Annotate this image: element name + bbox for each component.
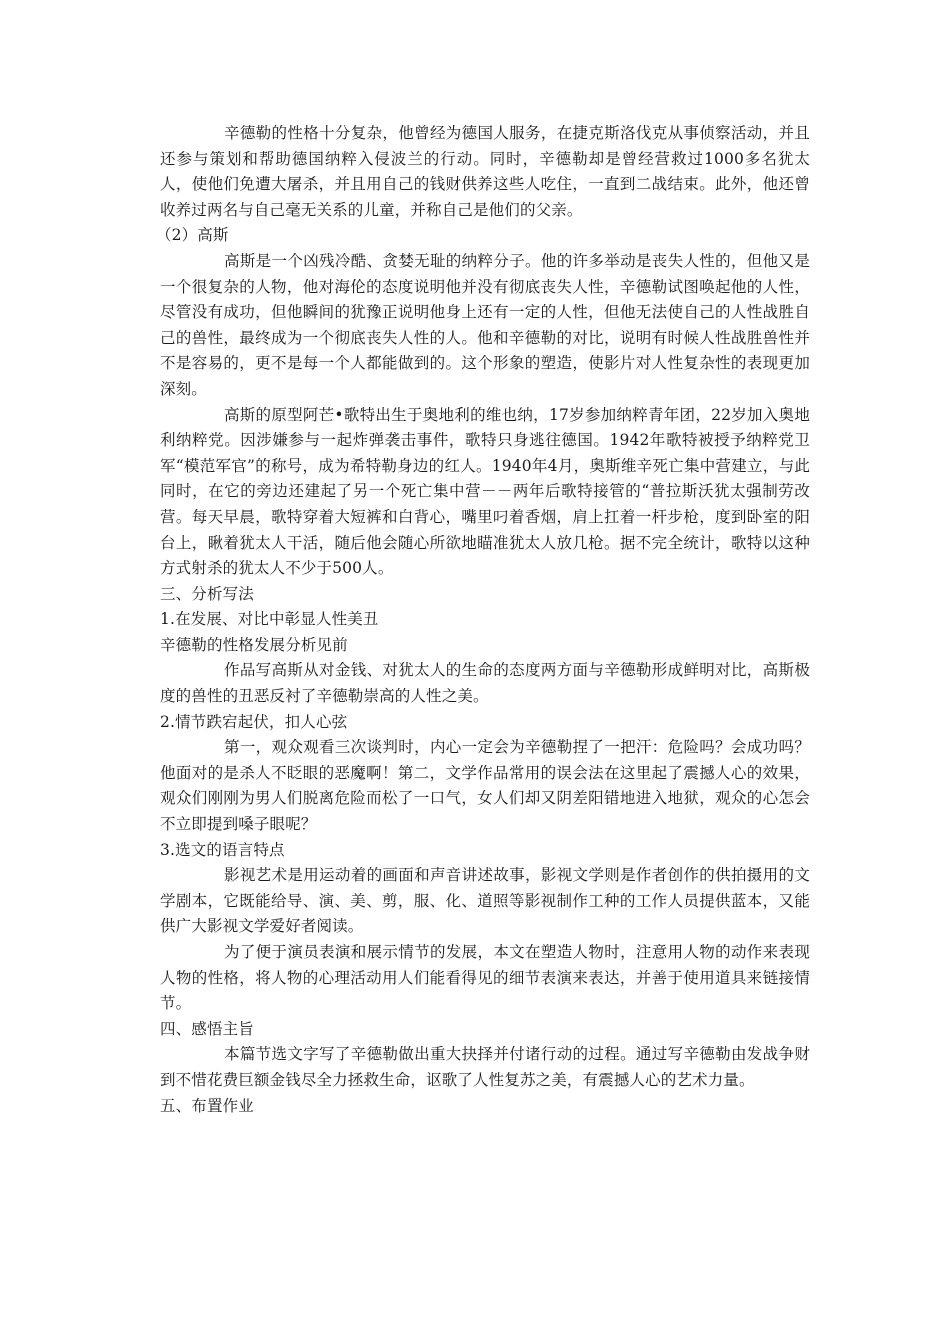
line-schindler-development: 辛德勒的性格发展分析见前 <box>160 635 348 654</box>
section-heading-theme: 四、感悟主旨 <box>160 1019 254 1038</box>
section-heading-homework: 五、布置作业 <box>160 1096 254 1115</box>
paragraph-contrast: 作品写高斯从对金钱、对犹太人的生命的态度两方面与辛德勒形成鲜明对比，高斯极度的兽性的丑恶反衬了辛德勒崇高的人性之美。 <box>160 661 810 706</box>
heading-language: 3.选文的语言特点 <box>160 840 285 859</box>
paragraph-plot: 第一，观众观看三次谈判时，内心一定会为辛德勒捏了一把汗：危险吗？会成功吗？他面对的是杀人不眨眼的恶魔啊！第二，文学作品常用的误会法在这里起了震撼人心的效果，观众们刚刚为男人们脱离危险而松了一口气，女人们却又阴差阳错地进入地狱，观众的心怎会不立即提到嗓子眼呢？ <box>160 738 810 834</box>
paragraph-goeth-prototype: 高斯的原型阿芒•歌特出生于奥地利的维也纳，17岁参加纳粹青年团，22岁加入奥地利纳粹党。因涉嫌参与一起炸弹袭击事件，歌特只身逃往德国。1942年歌特被授予纳粹党卫军“模范军官”的称号，成为希特勒身边的红人。1940年4月，奥斯维辛死亡集中营建立，与此同时，在它的旁边还建起了另一个死亡集中营－－两年后歌特接管的“普拉斯沃犹太强制劳改营。每天早晨，歌特穿着大短裤和白背心，嘴里叼着香烟，肩上扛着一杆步枪，度到卧室的阳台上，瞅着犹太人干活，随后他会随心所欲地瞄准犹太人放几枪。据不完全统计，歌特以这种方式射杀的犹太人不少于500人。 <box>160 405 810 578</box>
section-heading-analysis: 三、分析写法 <box>160 584 254 603</box>
heading-plot: 2.情节跌宕起伏，扣人心弦 <box>160 712 348 731</box>
document-page <box>156 121 810 1119</box>
paragraph-acting: 为了便于演员表演和展示情节的发展，本文在塑造人物时，注意用人物的动作来表现人物的性格，将人物的心理活动用人们能看得见的细节表演来表达，并善于使用道具来链接情节。 <box>160 943 810 1013</box>
subheading-goeth: （2）高斯 <box>156 226 229 245</box>
paragraph-theme: 本篇节选文字写了辛德勒做出重大抉择并付诸行动的过程。通过写辛德勒由发战争财到不惜花费巨额金钱尽全力拯救生命，讴歌了人性复苏之美，有震撼人心的艺术力量。 <box>160 1045 810 1089</box>
paragraph-schindler-character: 辛德勒的性格十分复杂，他曾经为德国人服务，在捷克斯洛伐克从事侦察活动，并且还参与策划和帮助德国纳粹入侵波兰的行动。同时，辛德勒却是曾经营救过1000多名犹太人，使他们免遭大屠杀，并且用自己的钱财供养这些人吃住，一直到二战结束。此外，他还曾收养过两名与自己毫无关系的儿童，并称自己是他们的父亲。 <box>160 124 810 219</box>
paragraph-film-art: 影视艺术是用运动着的画面和声音讲述故事，影视文学则是作者创作的供拍摄用的文学剧本，它既能给导、演、美、剪，服、化、道照等影视制作工种的工作人员提供蓝本，又能供广大影视文学爱好者阅读。 <box>160 866 810 936</box>
paragraph-goeth-character: 高斯是一个凶残冷酷、贪婪无耻的纳粹分子。他的许多举动是丧失人性的，但他又是一个很复杂的人物，他对海伦的态度说明他并没有彻底丧失人性，辛德勒试图唤起他的人性，尽管没有成功，但他瞬间的犹豫正说明他身上还有一定的人性，但他无法使自己的人性战胜自己的兽性，最终成为一个彻底丧失人性的人。他和辛德勒的对比，说明有时候人性战胜兽性并不是容易的，更不是每一个人都能做到的。这个形象的塑造，使影片对人性复杂性的表现更加深刻。 <box>160 251 810 398</box>
heading-contrast: 1.在发展、对比中彰显人性美丑 <box>160 610 379 629</box>
